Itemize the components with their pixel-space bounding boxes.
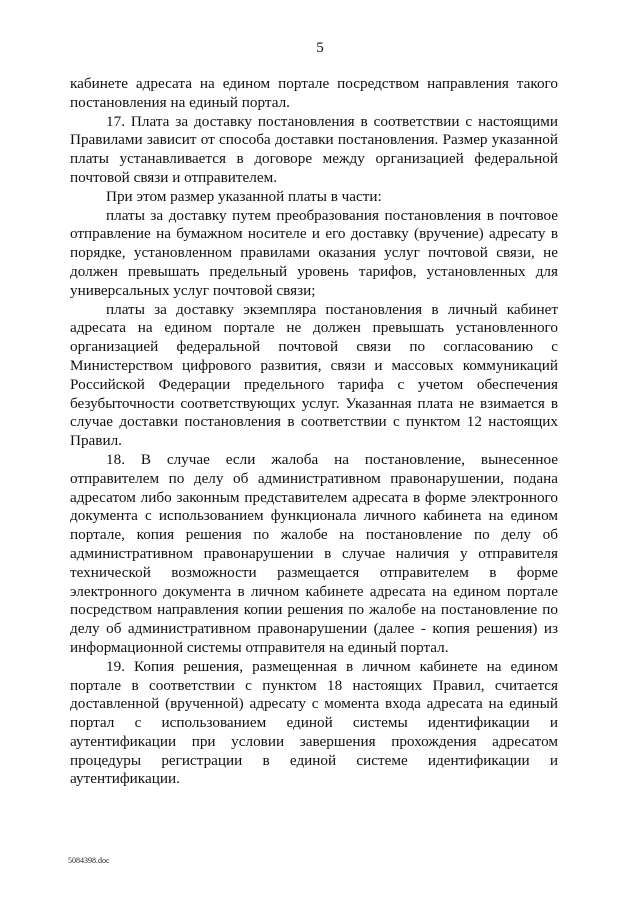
paragraph-cabinet-fee: платы за доставку экземпляра постановления в личный кабинет адресата на едином портале не должен превышать установленного организацией федеральной почтовой связи по согласованию с Министерством цифрового развития, связи и массовых коммуникаций Российской Федерации предельного тарифа с учетом обеспечения безубыточности соответствующих услуг. Указанная плата не взимается в случае доставки постановления в соответствии с пунктом 12 настоящих Правил. bbox=[70, 300, 558, 450]
paragraph-continuation: кабинете адресата на едином портале посредством направления такого постановления на единый портал. bbox=[70, 75, 558, 111]
paragraph-fee-parts: При этом размер указанной платы в части: bbox=[106, 187, 382, 205]
footer-file-code: 5084398.doc bbox=[68, 856, 110, 865]
paragraph-item-19: 19. Копия решения, размещенная в личном кабинете на едином портале в соответствии с пунктом 18 настоящих Правил, считается доставленной (врученной) адресату с момента входа адресата на единый портал с использованием единой системы идентификации и аутентификации при условии завершения прохождения адресатом процедуры регистрации в единой системе идентификации и аутентификации. bbox=[70, 657, 558, 788]
paragraph-postal-fee: платы за доставку путем преобразования постановления в почтовое отправление на бумажном носителе и его доставку (вручение) адресату в порядке, установленном правилами оказания услуг почтовой связи, не должен превышать предельный уровень тарифов, установленных для универсальных услуг почтовой связи; bbox=[70, 206, 558, 299]
document-body bbox=[70, 75, 558, 789]
paragraph-item-17: 17. Плата за доставку постановления в соответствии с настоящими Правилами зависит от способа доставки постановления. Размер указанной платы устанавливается в договоре между организацией федеральной почтовой связи и отправителем. bbox=[70, 112, 558, 186]
paragraph-item-18: 18. В случае если жалоба на постановление, вынесенное отправителем по делу об административном правонарушении, подана адресатом либо законным представителем адресата в форме электронного документа с использованием функционала личного кабинета на едином портале, копия решения по жалобе на постановление по делу об административном правонарушении в случае наличия у отправителя технической возможности размещается отправителем в форме электронного документа в личном кабинете адресата на едином портале посредством направления копии решения по жалобе на постановление по делу об административном правонарушении (далее - копия решения) из информационной системы отправителя на единый портал. bbox=[70, 450, 558, 656]
page-number: 5 bbox=[316, 40, 324, 56]
